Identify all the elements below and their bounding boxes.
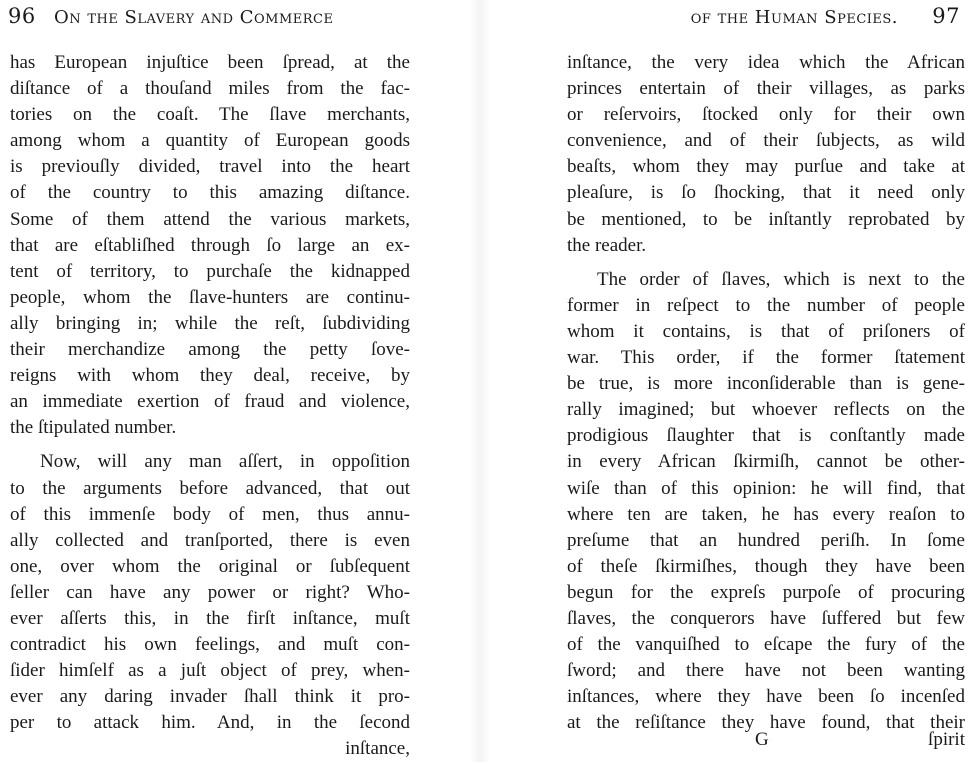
- text-line: inſtance, the very idea which the African: [567, 52, 965, 73]
- text-line: begun for the expreſs purpoſe of procuring: [567, 581, 965, 603]
- text-line: inſtances, where they have been ſo incenſed: [567, 686, 965, 708]
- text-line: princes entertain of their villages, as parks: [567, 78, 965, 100]
- text-line: be mentioned, to be inſtantly reprobated by: [567, 208, 965, 230]
- left-page: [0, 0, 470, 762]
- left-page-header: [8, 4, 334, 28]
- text-line: at the reſiſtance they have found, that their: [567, 712, 965, 734]
- text-line: be true, is more inconſiderable than is gene-: [567, 373, 965, 395]
- text-line: prodigious ſlaughter that is conſtantly made: [567, 425, 965, 447]
- text-line: rally imagined; but whoever reflects on the: [567, 399, 965, 421]
- text-line: convenience, and of their ſubjects, as wild: [567, 130, 965, 152]
- text-line: former in reſpect to the number of people: [567, 294, 965, 316]
- left-page-number: 96: [8, 4, 36, 28]
- text-line: ſlaves, the conquerors have ſuffered but few: [567, 607, 965, 629]
- text-line: that are eſtabliſhed through ſo large an ex-: [10, 234, 410, 256]
- text-line: per to attack him. And, in the ſecond: [10, 712, 410, 734]
- text-line: ſider himſelf as a juſt object of prey, when-: [10, 660, 410, 682]
- text-line: ever aſſerts this, in the firſt inſtance, muſt: [10, 607, 410, 629]
- text-line: The order of ſlaves, which is next to the: [597, 268, 965, 290]
- right-page-header: [691, 4, 960, 28]
- left-running-title: On the Slavery and Commerce: [53, 7, 334, 28]
- text-line: tories on the coaſt. The ſlave merchants,: [10, 104, 410, 126]
- text-line: ever any daring invader ſhall think it pro-: [10, 686, 410, 708]
- book-gutter: [470, 0, 490, 762]
- text-line: ſword; and there have not been wanting: [567, 660, 965, 682]
- text-line: inſtance,: [345, 738, 410, 760]
- text-line: diſtance of a thouſand miles from the fac-: [10, 78, 410, 100]
- right-page-number: 97: [932, 4, 960, 28]
- text-line: reigns with whom they deal, receive, by: [10, 365, 410, 387]
- text-line: or reſervoirs, ſtocked only for their own: [567, 104, 965, 126]
- text-line: their merchandize among the petty ſove-: [10, 339, 410, 361]
- paragraph-gap: [10, 441, 410, 449]
- text-line: ſeller can have any power or right? Who-: [10, 581, 410, 603]
- text-line: ally bringing in; while the reſt, ſubdividing: [10, 312, 410, 334]
- text-line: ally collected and tranſported, there is even: [10, 529, 410, 551]
- left-page-text: [10, 50, 410, 763]
- text-line: of the country to this amazing diſtance.: [10, 182, 410, 204]
- right-running-title: of the Human Species.: [690, 7, 899, 28]
- text-line: preſume that an hundred periſh. In ſome: [567, 529, 965, 551]
- signature-mark: G: [755, 729, 769, 750]
- text-line: where ten are taken, he has every reaſon to: [567, 503, 965, 525]
- paragraph-gap: [567, 259, 965, 267]
- text-line: of theſe ſkirmiſhes, though they have been: [567, 555, 965, 577]
- text-line: Some of them attend the various markets,: [10, 208, 410, 230]
- text-line: among whom a quantity of European goods: [10, 130, 410, 152]
- text-line: has European injuſtice been ſpread, at the: [10, 52, 410, 73]
- right-page: [490, 0, 980, 762]
- text-line: whom it contains, is that of priſoners of: [567, 320, 965, 342]
- text-line: people, whom the ſlave-hunters are continu-: [10, 286, 410, 308]
- text-line: pleaſure, is ſo ſhocking, that it need only: [567, 182, 965, 204]
- text-line: Now, will any man aſſert, in oppoſition: [40, 451, 410, 473]
- text-line: contradict his own feelings, and muſt con-: [10, 634, 410, 656]
- text-line: beaſts, whom they may purſue and take at: [567, 156, 965, 178]
- catchword: ſpirit: [928, 729, 965, 750]
- text-line: is previouſly divided, travel into the heart: [10, 156, 410, 178]
- text-line: of the vanquiſhed to eſcape the fury of the: [567, 634, 965, 656]
- text-line: the reader.: [567, 234, 647, 256]
- text-line: to the arguments before advanced, that out: [10, 477, 410, 499]
- text-line: war. This order, if the former ſtatement: [567, 347, 965, 369]
- text-line: tent of territory, to purchaſe the kidnapped: [10, 260, 410, 282]
- text-line: the ſtipulated number.: [10, 417, 177, 439]
- right-page-text: [567, 50, 965, 736]
- text-line: of this immenſe body of men, thus annu-: [10, 503, 410, 525]
- text-line: wiſe than of this opinion: he will find, that: [567, 477, 965, 499]
- text-line: in every African ſkirmiſh, cannot be other-: [567, 451, 965, 473]
- text-line: an immediate exertion of fraud and violence,: [10, 391, 410, 413]
- text-line: one, over whom the original or ſubſequent: [10, 555, 410, 577]
